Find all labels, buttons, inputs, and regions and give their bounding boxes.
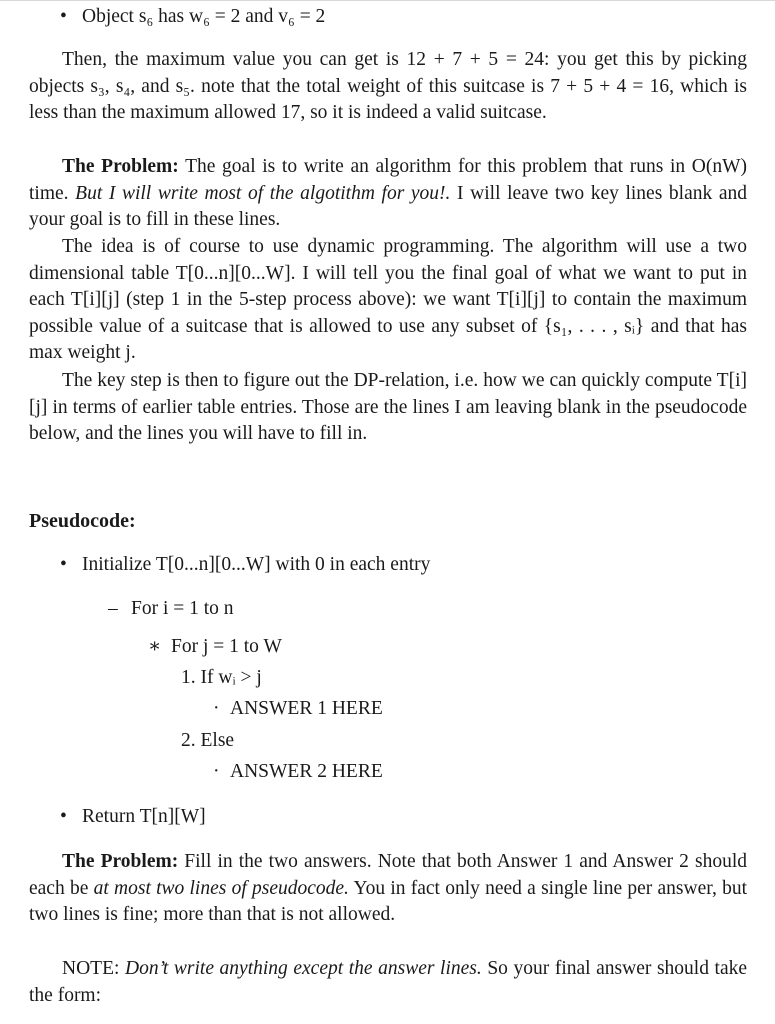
fill-answers-text-2: You in fact only need a single line per answer, but two lines is fine; more than that is not allowed. bbox=[29, 877, 747, 926]
paragraph-fill-answers bbox=[29, 849, 747, 929]
problem-label-2: The Problem: bbox=[62, 851, 179, 872]
paragraph-problem-goal bbox=[29, 154, 747, 234]
pseudocode-return-line: Return T[n][W] bbox=[82, 806, 206, 827]
fill-answers-italic: at most two lines of pseudocode. bbox=[93, 877, 349, 899]
bullet-marker: • bbox=[60, 6, 67, 27]
note-text: So your final answer should take the form: bbox=[29, 958, 748, 1006]
problem-goal-text-2: I will leave two key lines blank and your goal is to fill in these lines. bbox=[29, 182, 747, 231]
problem-goal-italic: But I will write most of the algotithm for you!. bbox=[75, 182, 451, 204]
init-bullet-marker: • bbox=[60, 554, 67, 575]
answer2-placeholder: ANSWER 2 HERE bbox=[230, 761, 383, 782]
problem-goal-text-1: The goal is to write an algorithm for this problem that runs in O(nW) time. bbox=[29, 156, 747, 204]
note-italic: Don’t write anything except the answer lines. bbox=[124, 958, 482, 979]
pseudocode-init-line: Initialize T[0...n][0...W] with 0 in each entry bbox=[82, 554, 431, 575]
return-bullet-marker: • bbox=[60, 806, 67, 827]
paragraph-max-value-text: Then, the maximum value you can get is 12 + 7 + 5 = 24: you get this by picking objects s₃, s₄, and s₅. note that the total weight of this suitcase is 7 + 5 + 4 = 16, which is less than the maximum allowed 17, so it is indeed a valid suitcase. bbox=[29, 49, 747, 124]
note-label: NOTE: bbox=[62, 958, 125, 979]
answer2-dot-marker: · bbox=[213, 761, 220, 782]
pseudocode-if-line: 1. If wᵢ > j bbox=[181, 667, 262, 688]
problem-label: The Problem: bbox=[62, 156, 179, 177]
answer1-placeholder: ANSWER 1 HERE bbox=[230, 698, 383, 719]
pseudocode-else-line: 2. Else bbox=[181, 730, 235, 751]
answer1-dot-marker: · bbox=[213, 698, 220, 719]
paragraph-dp-idea bbox=[29, 234, 747, 367]
paragraph-key-step bbox=[29, 368, 747, 448]
paragraph-key-step-text: The key step is then to figure out the DP-relation, i.e. how we can quickly compute T[i][j] in terms of earlier table entries. Those are the lines I am leaving blank in the pseudocode below, and the lines you will have to fill in. bbox=[29, 370, 747, 445]
paragraph-dp-idea-text: The idea is of course to use dynamic programming. The algorithm will use a two dimensional table T[0...n][0...W]. I will tell you the final goal of what we want to put in each T[i][j] (step 1 in the 5-step process above): we want T[i][j] to contain the maximum possible value of a suitcase that is allowed to use any subset of {s₁, . . . , sᵢ} and that has max weight j. bbox=[29, 236, 747, 364]
fill-answers-text-1: Fill in the two answers. Note that both Answer 1 and Answer 2 should each be bbox=[29, 851, 747, 899]
pseudocode-for-i-line: For i = 1 to n bbox=[131, 598, 234, 619]
top-border bbox=[0, 0, 775, 1]
pseudocode-heading: Pseudocode: bbox=[29, 510, 136, 532]
paragraph-max-value bbox=[29, 47, 747, 127]
paragraph-note bbox=[29, 956, 747, 1009]
pseudocode-for-j-line: For j = 1 to W bbox=[171, 636, 282, 657]
for-i-dash-marker: – bbox=[108, 598, 118, 619]
for-j-star-marker: ∗ bbox=[148, 636, 162, 657]
object-s6-text: Object s₆ has w₆ = 2 and v₆ = 2 bbox=[82, 6, 326, 27]
